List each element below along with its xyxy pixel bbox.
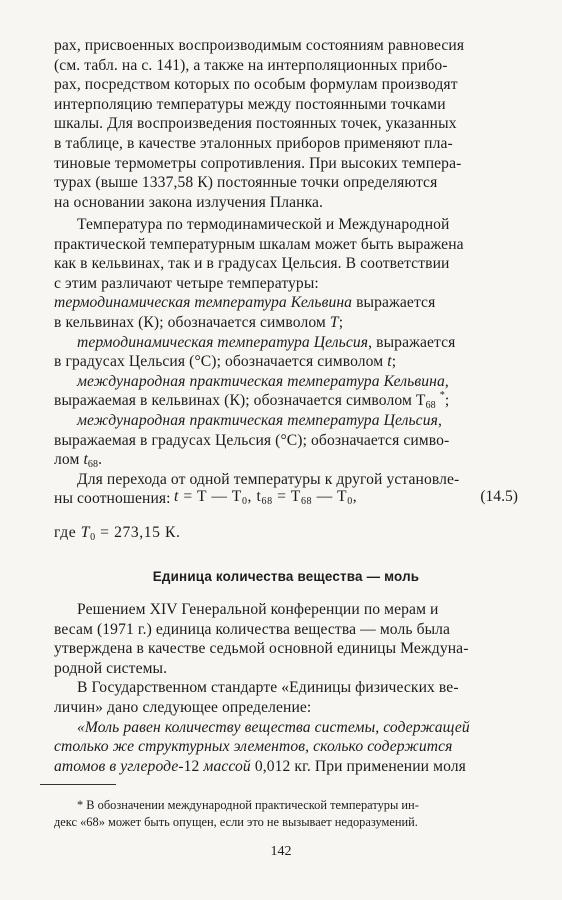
symbol: t (387, 353, 392, 371)
text-line: в таблице, в качестве эталонных приборов применяют пла- (54, 134, 453, 152)
text-line: выражаемая в градусах Цельсия (°С); обозначается симво- (54, 431, 450, 449)
defined-term: термодинамическая температура Цельсия (77, 333, 369, 351)
section-heading: Единица количества вещества — моль (152, 569, 420, 584)
footnote-line: * В обозначении международной практической температуры ин- (77, 798, 419, 812)
text-line: на основании закона излучения Планка. (54, 193, 324, 211)
text-line: Температура по термодинамической и Международной (77, 216, 450, 233)
text-line: в градусах Цельсия (°С); обозначается символом t; (54, 353, 397, 371)
footnote-marker: * (439, 390, 445, 402)
quote-line: столько же структурных элементов, сколько содержится (54, 738, 453, 756)
text-line: Для перехода от одной температуры к другой установле- (77, 470, 460, 488)
quote-line: атомов в углероде-12 массой 0,012 кг. При применении моля (54, 757, 466, 775)
where-clause: где $T_0 = 273,15$ К. (54, 524, 181, 543)
definition-kelvin-thermodynamic: термодинамическая температура Кельвина выражается (54, 294, 436, 312)
text-line: (см. табл. на с. 141), а также на интерполяционных прибо- (54, 56, 448, 74)
text-line: лом $t_{68}$. (54, 451, 103, 471)
text-line: рах, присвоенных воспроизводимым состояниям равновесия (54, 37, 465, 54)
text-line: личин» дано следующее определение: (54, 698, 312, 716)
quote-line: «Моль равен количеству вещества системы, содержащей (77, 718, 470, 736)
text-line: весам (1971 г.) единица количества вещества — моль была (54, 620, 451, 638)
paragraph-temperature-types (54, 215, 518, 509)
definition-celsius-ipts: международная практическая температура Цельсия, (77, 411, 442, 429)
text-line: рах, посредством которых по особым формулам производят (54, 76, 458, 94)
text-line: практической температурным шкалам может быть выражена (54, 235, 464, 253)
equation-number: (14.5) (480, 488, 518, 505)
text-line: ны соотношения: (54, 490, 171, 508)
text-line: утверждена в качестве седьмой основной единицы Междуна- (54, 640, 469, 658)
text-line: шкалы. Для воспроизведения постоянных точек, указанных (54, 115, 457, 133)
text-line: в кельвинах (К); обозначается символом T; (54, 313, 344, 331)
text-line: тиновые термометры сопротивления. При высоких темпера- (54, 154, 462, 172)
symbol: T (329, 313, 339, 331)
defined-term: международная практическая температура Кельвина (77, 372, 445, 390)
symbol: t (83, 451, 88, 469)
text-line: как в кельвинах, так и в градусах Цельсия. В соответствии (54, 255, 450, 273)
text-line: выражаемая в кельвинах (К); обозначается символом $T_{68}$ *; (54, 390, 450, 412)
text-line: турах (выше 1337,58 К) постоянные точки определяются (54, 174, 438, 192)
footnote-line: декс «68» может быть опущен, если это не вызывает недоразумений. (54, 815, 418, 829)
paragraph-mole-definition (54, 600, 518, 776)
equation-body: t = T — $T_0$, $t_{68} = T_{68}$ — $T_0$, (174, 488, 358, 507)
page-number: 142 (270, 844, 292, 859)
text-line: интерполяцию температуры между постоянными точками (54, 95, 446, 113)
text-line: с этим различают четыре температуры: (54, 274, 319, 292)
text-line: В Государственном стандарте «Единицы физических ве- (77, 679, 459, 697)
definition-celsius-thermodynamic: термодинамическая температура Цельсия, выражается (77, 333, 456, 351)
footnote-divider (40, 784, 116, 785)
symbol: T (415, 392, 426, 410)
text-line: Решением XIV Генеральной конференции по мерам и (77, 601, 439, 618)
defined-term: международная практическая температура Цельсия (77, 411, 438, 429)
footnote (54, 797, 518, 831)
text-line: родной системы. (54, 659, 168, 677)
definition-kelvin-ipts: международная практическая температура Кельвина, (77, 372, 449, 390)
defined-term: термодинамическая температура Кельвина (54, 294, 353, 312)
paragraph-scale-realization (54, 36, 518, 212)
